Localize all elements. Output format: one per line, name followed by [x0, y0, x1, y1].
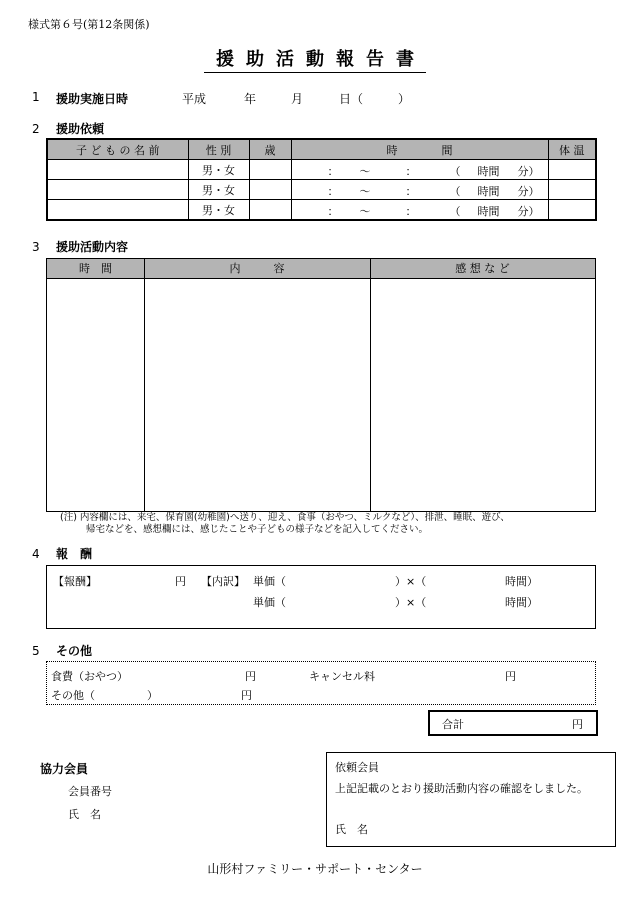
fee-label: 【報酬】 — [53, 575, 97, 588]
year-label[interactable]: 年 — [244, 92, 257, 106]
cooperating-member-title: 協力会員 — [40, 762, 89, 776]
minutes-label: 分） — [517, 185, 540, 198]
child-name-cell[interactable] — [47, 180, 188, 200]
request-table — [46, 138, 597, 221]
temp-cell[interactable] — [548, 200, 596, 221]
era-label: 平成 — [182, 92, 207, 106]
section-1-number: 1 — [32, 90, 40, 104]
hours-close-1: 時間） — [505, 575, 538, 588]
age-cell[interactable] — [249, 200, 291, 221]
table-row — [47, 200, 596, 221]
colon-start: ： — [327, 165, 339, 178]
note-line-1: (注) 内容欄には、来宅、保育園(幼稚園)へ送り、迎え、食事（おやつ、ミルクなど）、排泄、睡眠、遊び、 — [60, 512, 510, 523]
colon-end: ： — [405, 165, 417, 178]
paren-open: （ — [449, 205, 461, 218]
header-gender: 性 別 — [188, 139, 249, 160]
table-row — [47, 160, 596, 180]
weekday-close: ） — [398, 92, 411, 106]
temp-cell[interactable] — [548, 160, 596, 180]
page-title-wrap — [0, 48, 630, 73]
fee-box — [46, 565, 596, 629]
gender-cell[interactable]: 男・女 — [188, 200, 249, 221]
minutes-label: 分） — [517, 165, 540, 178]
section-5-number: 5 — [32, 644, 40, 658]
age-cell[interactable] — [249, 180, 291, 200]
fee-yen[interactable]: 円 — [175, 575, 186, 588]
section-4-number: 4 — [32, 547, 40, 561]
time-entry-area[interactable] — [48, 280, 142, 508]
unit-price-1[interactable]: 単価（ — [253, 575, 286, 588]
cooperating-name-label: 氏 名 — [68, 808, 101, 821]
section-5-label: その他 — [56, 644, 93, 658]
hours-label: 時間 — [477, 185, 500, 198]
colon-start: ： — [327, 205, 339, 218]
time-cell[interactable] — [291, 180, 548, 200]
hours-label: 時間 — [477, 165, 500, 178]
header-age: 歳 — [249, 139, 291, 160]
impressions-entry-area[interactable] — [372, 280, 593, 508]
requesting-member-title: 依頼会員 — [335, 761, 379, 774]
activity-content-table — [46, 258, 596, 512]
times-open-1[interactable]: ）×（ — [395, 575, 427, 588]
tilde: ～ — [359, 185, 371, 198]
section-4-label: 報 酬 — [56, 547, 93, 561]
header-temp: 体 温 — [548, 139, 596, 160]
total-yen: 円 — [572, 718, 583, 731]
section-3-label: 援助活動内容 — [56, 240, 129, 254]
meal-label: 食費（おやつ） — [51, 670, 128, 683]
page-title: 援助活動報告書 — [204, 48, 426, 73]
other-yen[interactable]: 円 — [241, 689, 252, 702]
form-number: 様式第６号(第12条関係) — [28, 18, 150, 31]
header-impressions: 感 想 な ど — [455, 262, 510, 275]
colon-end: ： — [405, 205, 417, 218]
cancel-label: キャンセル料 — [309, 670, 375, 683]
child-name-cell[interactable] — [47, 160, 188, 180]
temp-cell[interactable] — [548, 180, 596, 200]
hours-label: 時間 — [477, 205, 500, 218]
other-close: ） — [147, 689, 158, 702]
column-divider — [144, 259, 145, 511]
tilde: ～ — [359, 165, 371, 178]
requesting-name-label[interactable]: 氏 名 — [335, 823, 368, 836]
other-box — [46, 661, 596, 705]
section-2-heading — [32, 120, 104, 137]
paren-open: （ — [449, 165, 461, 178]
day-label[interactable]: 日（ — [339, 92, 364, 106]
total-label: 合計 — [442, 718, 464, 731]
times-open-2[interactable]: ）×（ — [395, 596, 427, 609]
tilde: ～ — [359, 205, 371, 218]
header-child-name: 子 ど も の 名 前 — [47, 139, 188, 160]
gender-cell[interactable]: 男・女 — [188, 180, 249, 200]
requesting-member-box — [326, 752, 616, 847]
section-1-label: 援助実施日時 — [56, 92, 129, 106]
time-cell[interactable] — [291, 160, 548, 180]
table-row — [47, 180, 596, 200]
gender-cell[interactable]: 男・女 — [188, 160, 249, 180]
total-box[interactable] — [428, 710, 598, 736]
note-line-2: 帰宅などを、感想欄には、感じたことや子どもの様子などを記入してください。 — [86, 524, 429, 535]
footer-org-name: 山形村ファミリー・サポート・センター — [207, 862, 423, 876]
other-open: その他（ — [51, 689, 95, 702]
section-2-label: 援助依頼 — [56, 122, 105, 136]
section-1 — [32, 90, 432, 106]
request-table-header — [47, 139, 596, 160]
section-2-number: 2 — [32, 122, 40, 136]
section-3-heading — [32, 238, 128, 255]
age-cell[interactable] — [249, 160, 291, 180]
column-divider — [370, 259, 371, 511]
header-time: 時 間 — [79, 262, 112, 275]
member-number-label: 会員番号 — [68, 785, 112, 798]
child-name-cell[interactable] — [47, 200, 188, 221]
hours-close-2: 時間） — [505, 596, 538, 609]
confirm-text: 上記記載のとおり援助活動内容の確認をしました。 — [335, 782, 588, 795]
time-cell[interactable] — [291, 200, 548, 221]
content-note — [60, 512, 605, 536]
minutes-label: 分） — [517, 205, 540, 218]
colon-end: ： — [405, 185, 417, 198]
month-label[interactable]: 月 — [291, 92, 304, 106]
header-time: 時 間 — [291, 139, 548, 160]
unit-price-2[interactable]: 単価（ — [253, 596, 286, 609]
colon-start: ： — [327, 185, 339, 198]
breakdown-label: 【内訳】 — [201, 575, 245, 588]
paren-open: （ — [449, 185, 461, 198]
section-3-number: 3 — [32, 240, 40, 254]
meal-yen[interactable]: 円 — [245, 670, 256, 683]
section-4-heading — [32, 545, 92, 562]
section-5-heading — [32, 642, 92, 659]
header-content: 内 容 — [229, 262, 285, 275]
content-entry-area[interactable] — [146, 280, 368, 508]
cancel-yen[interactable]: 円 — [505, 670, 516, 683]
